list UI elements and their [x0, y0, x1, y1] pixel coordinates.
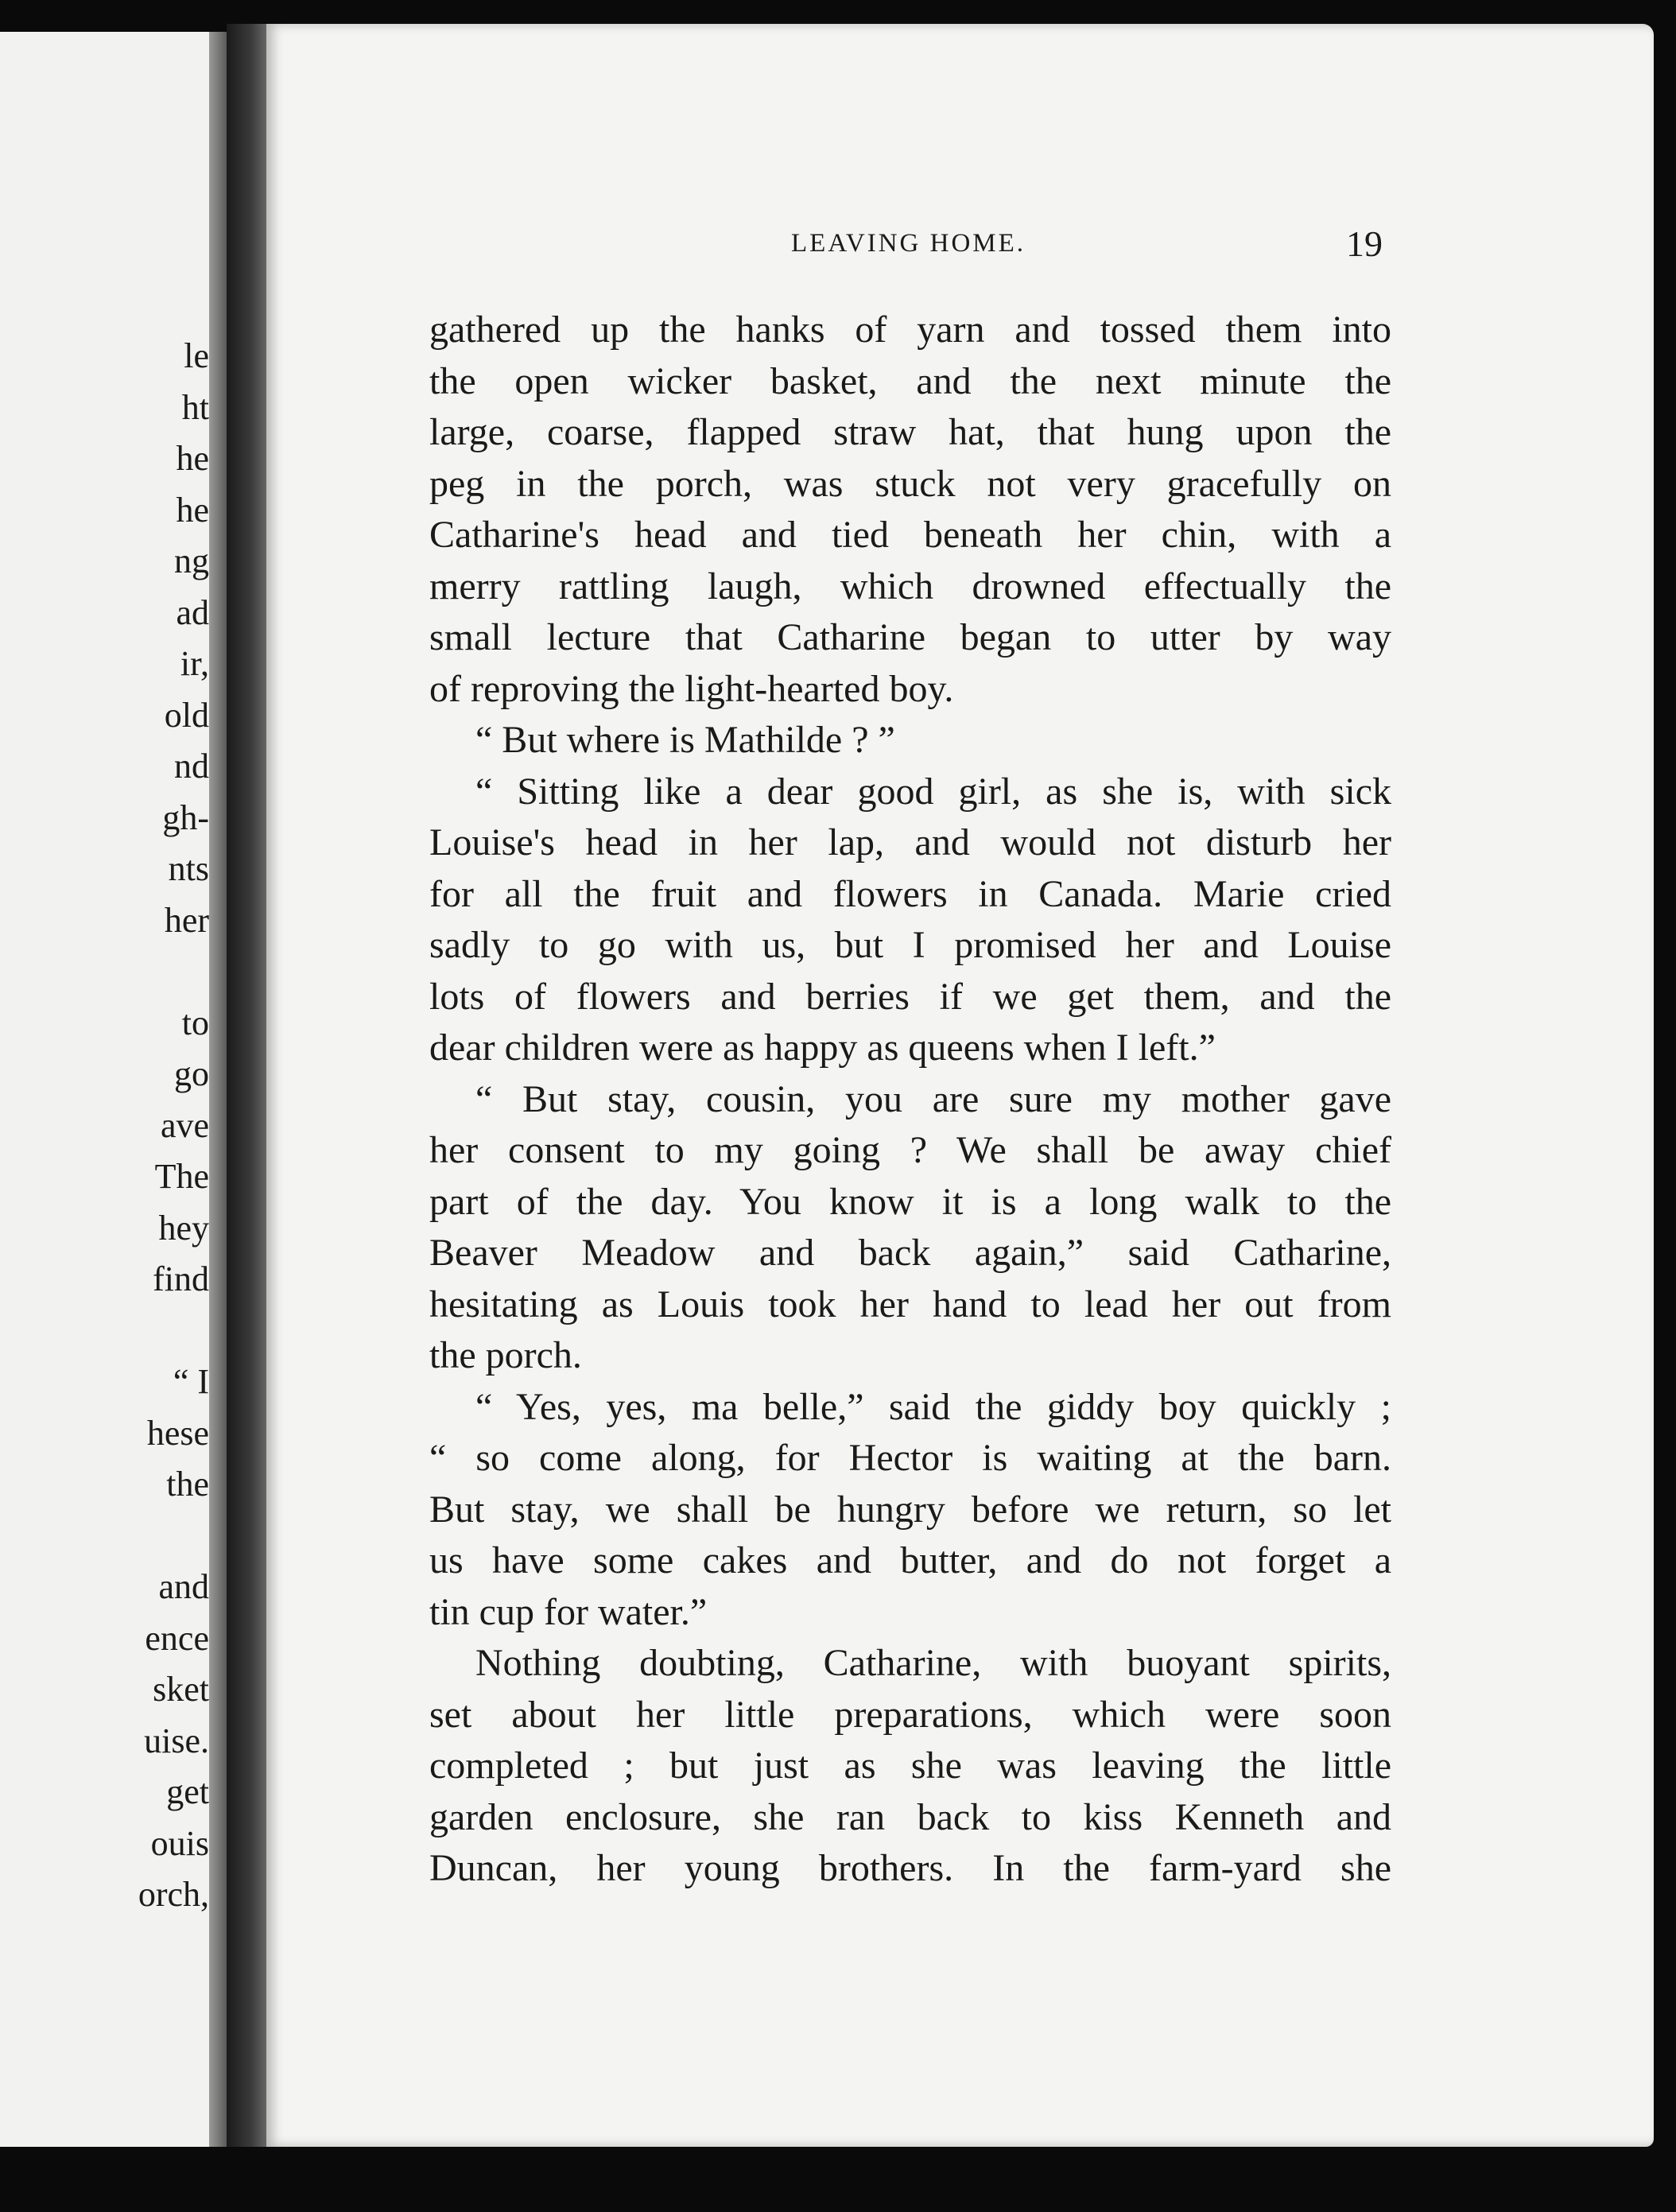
previous-page-line-fragment: get [166, 1772, 209, 1811]
text-line: merry rattling laugh, which drowned effectually the [429, 565, 1391, 607]
text-line: dear children were as happy as queens when I left.” [429, 1026, 1216, 1069]
previous-page-line-fragment: he [176, 490, 209, 530]
text-line: But stay, we shall be hungry before we return, so let [429, 1488, 1391, 1531]
previous-page-line-fragment: The [154, 1157, 209, 1196]
previous-page-line-fragment: uise. [144, 1721, 209, 1760]
previous-page-line-fragment: ng [174, 541, 209, 580]
previous-page-line-fragment: he [176, 439, 209, 478]
text-line: “ so come along, for Hector is waiting at the barn. [429, 1437, 1391, 1479]
text-line: garden enclosure, she ran back to kiss Kenneth and [429, 1795, 1391, 1838]
text-line: lots of flowers and berries if we get them, and the [429, 975, 1391, 1018]
text-line: completed ; but just as she was leaving the little [429, 1744, 1391, 1787]
text-line: “ But stay, cousin, you are sure my mother gave [475, 1077, 1391, 1120]
previous-page-text [0, 331, 209, 1921]
previous-page-line-fragment: hey [158, 1208, 209, 1248]
book-gutter [227, 24, 268, 2147]
previous-page-line-fragment: hese [146, 1413, 209, 1453]
previous-page-line-fragment: go [174, 1054, 209, 1093]
text-line: Beaver Meadow and back again,” said Catharine, [429, 1232, 1391, 1274]
text-line: gathered up the hanks of yarn and tossed them into [429, 309, 1391, 351]
text-line: small lecture that Catharine began to utter by way [429, 616, 1391, 658]
text-line: hesitating as Louis took her hand to lead her out from [429, 1283, 1391, 1325]
previous-page-line-fragment: nd [174, 747, 209, 786]
previous-page-line-fragment [0, 1511, 209, 1562]
previous-page-line-fragment: her [164, 900, 209, 940]
previous-page-line-fragment [0, 946, 209, 998]
text-line: for all the fruit and flowers in Canada. Marie cried [429, 872, 1391, 915]
text-line: “ Yes, yes, ma belle,” said the giddy boy quickly ; [475, 1385, 1391, 1428]
page-body-text [429, 305, 1391, 1895]
text-line: Louise's head in her lap, and would not disturb her [429, 821, 1391, 863]
previous-page-line-fragment [0, 1306, 209, 1357]
previous-page-fragment [0, 32, 227, 2147]
previous-page-line-fragment: the [166, 1465, 209, 1504]
text-line: of reproving the light-hearted boy. [429, 667, 954, 710]
previous-page-line-fragment: ht [181, 387, 209, 427]
text-line: her consent to my going ? We shall be away chief [429, 1129, 1391, 1171]
previous-page-line-fragment: ir, [180, 644, 209, 683]
text-line: us have some cakes and butter, and do not forget a [429, 1539, 1391, 1581]
previous-page-line-fragment: ence [145, 1618, 209, 1658]
text-line: set about her little preparations, which were soon [429, 1693, 1391, 1736]
text-line: Catharine's head and tied beneath her chin, with a [429, 514, 1391, 556]
previous-page-line-fragment: “ I [173, 1362, 209, 1401]
text-line: the open wicker basket, and the next minute the [429, 359, 1391, 402]
text-line: part of the day. You know it is a long walk to the [429, 1180, 1391, 1223]
previous-page-line-fragment: le [184, 336, 209, 375]
previous-page-line-fragment: find [153, 1259, 209, 1298]
previous-page-line-fragment: to [181, 1003, 209, 1042]
running-head: LEAVING HOME. [791, 229, 1026, 258]
previous-page-line-fragment: and [158, 1567, 209, 1606]
previous-page-line-fragment: sket [153, 1670, 209, 1709]
previous-page-line-fragment: ad [176, 592, 209, 632]
previous-page-line-fragment: ave [160, 1105, 209, 1145]
previous-page-edge-shadow [209, 32, 227, 2147]
previous-page-line-fragment: gh- [162, 797, 209, 837]
text-line: “ Sitting like a dear good girl, as she is, with sick [475, 770, 1391, 813]
text-line: Nothing doubting, Catharine, with buoyant spirits, [475, 1642, 1391, 1684]
text-line: peg in the porch, was stuck not very gracefully on [429, 462, 1391, 505]
previous-page-line-fragment: old [164, 695, 209, 735]
text-line: large, coarse, flapped straw hat, that hung upon the [429, 411, 1391, 453]
text-line: sadly to go with us, but I promised her and Louise [429, 924, 1391, 966]
text-line: “ But where is Mathilde ? ” [475, 719, 895, 761]
previous-page-line-fragment: ouis [150, 1823, 209, 1863]
text-line: tin cup for water.” [429, 1590, 708, 1633]
text-line: the porch. [429, 1334, 582, 1376]
page-number: 19 [1346, 223, 1383, 264]
previous-page-line-fragment: nts [168, 849, 209, 888]
text-line: Duncan, her young brothers. In the farm-yard she [429, 1847, 1391, 1889]
previous-page-line-fragment: orch, [138, 1875, 209, 1914]
